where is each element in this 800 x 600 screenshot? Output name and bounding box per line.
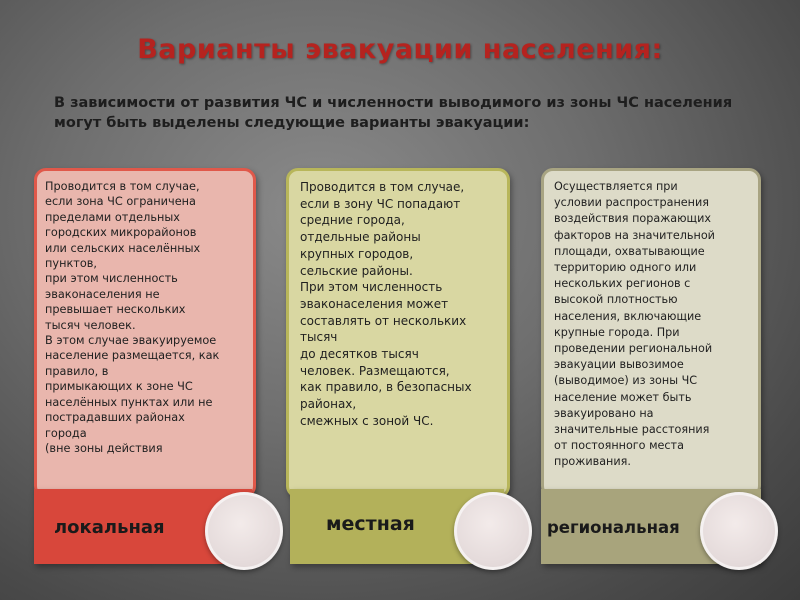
label-mestnaya: местная bbox=[326, 513, 415, 535]
card-regional-text: Осуществляется при условии распространения воздействия поражающих факторов на значительной площади, охватывающие территорию одного или нескольких регионов с высокой плотностью населения, включающие крупные города. При проведении региональной эвакуации вывозимое (выводимое) из зоны ЧС население может быть эвакуировано на значительные расстояния от постоянного места проживания. bbox=[554, 180, 715, 469]
label-regional: региональная bbox=[547, 518, 680, 537]
intro-text: В зависимости от развития ЧС и численности выводимого из зоны ЧС населения могут быть выделены следующие варианты эвакуации: bbox=[54, 95, 733, 131]
card-regional-local bbox=[286, 168, 510, 498]
decor-circle-regional bbox=[700, 492, 778, 570]
decor-circle-mestnaya bbox=[454, 492, 532, 570]
label-local: локальная bbox=[54, 517, 165, 538]
decor-circle-local bbox=[205, 492, 283, 570]
card-local-text: Проводится в том случае, если зона ЧС ограничена пределами отдельных городских микрорайонов или сельских населённых пунктов, при этом численность эваконаселения не превышает нескольких тысяч человек. В этом случае эвакуируемое население размещается, как правило, в примыкающих к зоне ЧС населённых пунктах или не пострадавших районах города (вне зоны действия bbox=[45, 180, 220, 455]
card-regional bbox=[541, 168, 761, 498]
card-local bbox=[34, 168, 256, 498]
slide-title: Варианты эвакуации населения: bbox=[137, 34, 663, 65]
card-mestnaya-text: Проводится в том случае, если в зону ЧС попадают средние города, отдельные районы крупных городов, сельские районы. При этом численность эваконаселения может составлять от нескольких тысяч до десятков тысяч человек. Размещаются, как правило, в безопасных районах, смежных с зоной ЧС. bbox=[300, 180, 472, 428]
